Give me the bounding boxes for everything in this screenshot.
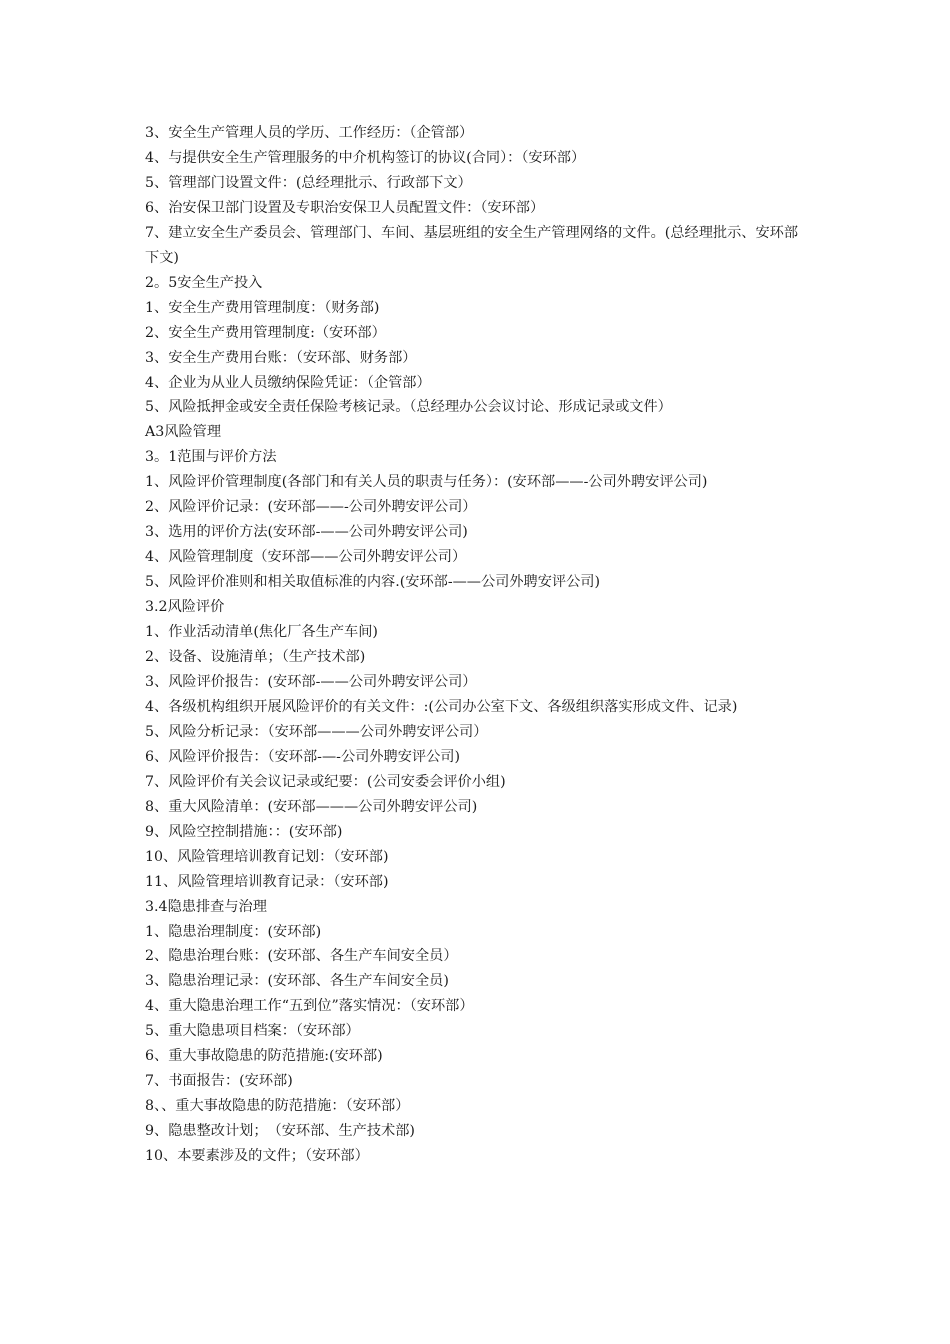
- section-heading: 3。1范围与评价方法: [145, 449, 277, 466]
- text-line: 3、隐患治理记录：(安环部、各生产车间安全员): [145, 973, 449, 990]
- text-line: 5、重大隐患项目档案：（安环部）: [145, 1023, 360, 1040]
- text-line: 5、风险评价准则和相关取值标准的内容.(安环部-——公司外聘安评公司): [145, 574, 601, 591]
- text-line: 4、重大隐患治理工作“五到位”落实情况：（安环部）: [145, 998, 474, 1015]
- text-line: 10、风险管理培训教育记划：（安环部): [145, 848, 389, 865]
- text-line: 7、书面报告：(安环部): [145, 1073, 293, 1090]
- text-line: 9、隐患整改计划； （安环部、生产技术部): [145, 1123, 415, 1140]
- text-line: 2、隐患治理台账：(安环部、各生产车间安全员）: [145, 948, 458, 965]
- text-line: 2、风险评价记录：(安环部——-公司外聘安评公司）: [145, 499, 477, 516]
- section-heading: A3风险管理: [145, 424, 222, 441]
- text-line: 1、隐患治理制度：(安环部): [145, 923, 322, 940]
- text-line: 7、建立安全生产委员会、管理部门、车间、基层班组的安全生产管理网络的文件。(总经理批示、安环部下文): [145, 224, 799, 266]
- text-line: 2、安全生产费用管理制度:（安环部）: [145, 324, 386, 341]
- section-heading: 3.2风险评价: [145, 599, 225, 616]
- text-line: 3、安全生产管理人员的学历、工作经历：（企管部）: [145, 125, 474, 141]
- text-line: 4、企业为从业人员缴纳保险凭证：（企管部）: [145, 374, 431, 391]
- document-body: [145, 121, 810, 1169]
- text-line: 3、安全生产费用台账：（安环部、财务部）: [145, 349, 417, 366]
- text-line: 3、风险评价报告：(安环部-——公司外聘安评公司）: [145, 673, 477, 690]
- text-line: 10、本要素涉及的文件；（安环部）: [145, 1148, 369, 1165]
- section-heading: 3.4隐患排查与治理: [145, 898, 267, 915]
- text-line: 9、风险空控制措施：：(安环部): [145, 823, 343, 840]
- text-line: 4、风险管理制度（安环部——公司外聘安评公司）: [145, 549, 467, 566]
- text-line: 1、风险评价管理制度(各部门和有关人员的职责与任务）：(安环部——-公司外聘安评公司): [145, 474, 708, 491]
- text-line: 8、、重大事故隐患的防范措施：（安环部）: [145, 1098, 410, 1115]
- text-line: 3、选用的评价方法(安环部-——公司外聘安评公司): [145, 524, 468, 541]
- text-line: 6、重大事故隐患的防范措施:(安环部): [145, 1048, 383, 1065]
- section-heading: 2。5安全生产投入: [145, 274, 263, 291]
- text-line: 8、重大风险清单：(安环部———公司外聘安评公司): [145, 798, 478, 815]
- text-line: 5、管理部门设置文件：(总经理批示、行政部下文）: [145, 174, 472, 191]
- text-line: 4、与提供安全生产管理服务的中介机构签订的协议(合同）：（安环部）: [145, 149, 586, 166]
- text-line: 6、治安保卫部门设置及专职治安保卫人员配置文件：（安环部）: [145, 199, 545, 216]
- text-line: 2、设备、设施清单；（生产技术部): [145, 649, 366, 666]
- text-line: 7、风险评价有关会议记录或纪要：(公司安委会评价小组): [145, 773, 506, 790]
- text-line: 1、安全生产费用管理制度：（财务部): [145, 299, 380, 316]
- text-line: 1、作业活动清单(焦化厂各生产车间): [145, 624, 378, 641]
- text-line: 5、风险分析记录：（安环部———公司外聘安评公司）: [145, 723, 488, 740]
- text-line: 5、风险抵押金或安全责任保险考核记录。（总经理办公会议讨论、形成记录或文件）: [145, 399, 672, 416]
- text-line: 4、各级机构组织开展风险评价的有关文件：:(公司办公室下文、各级组织落实形成文件、记录): [145, 698, 738, 715]
- text-line: 6、风险评价报告：（安环部-—-公司外聘安评公司): [145, 748, 460, 765]
- text-line: 11、风险管理培训教育记录：（安环部): [145, 873, 389, 890]
